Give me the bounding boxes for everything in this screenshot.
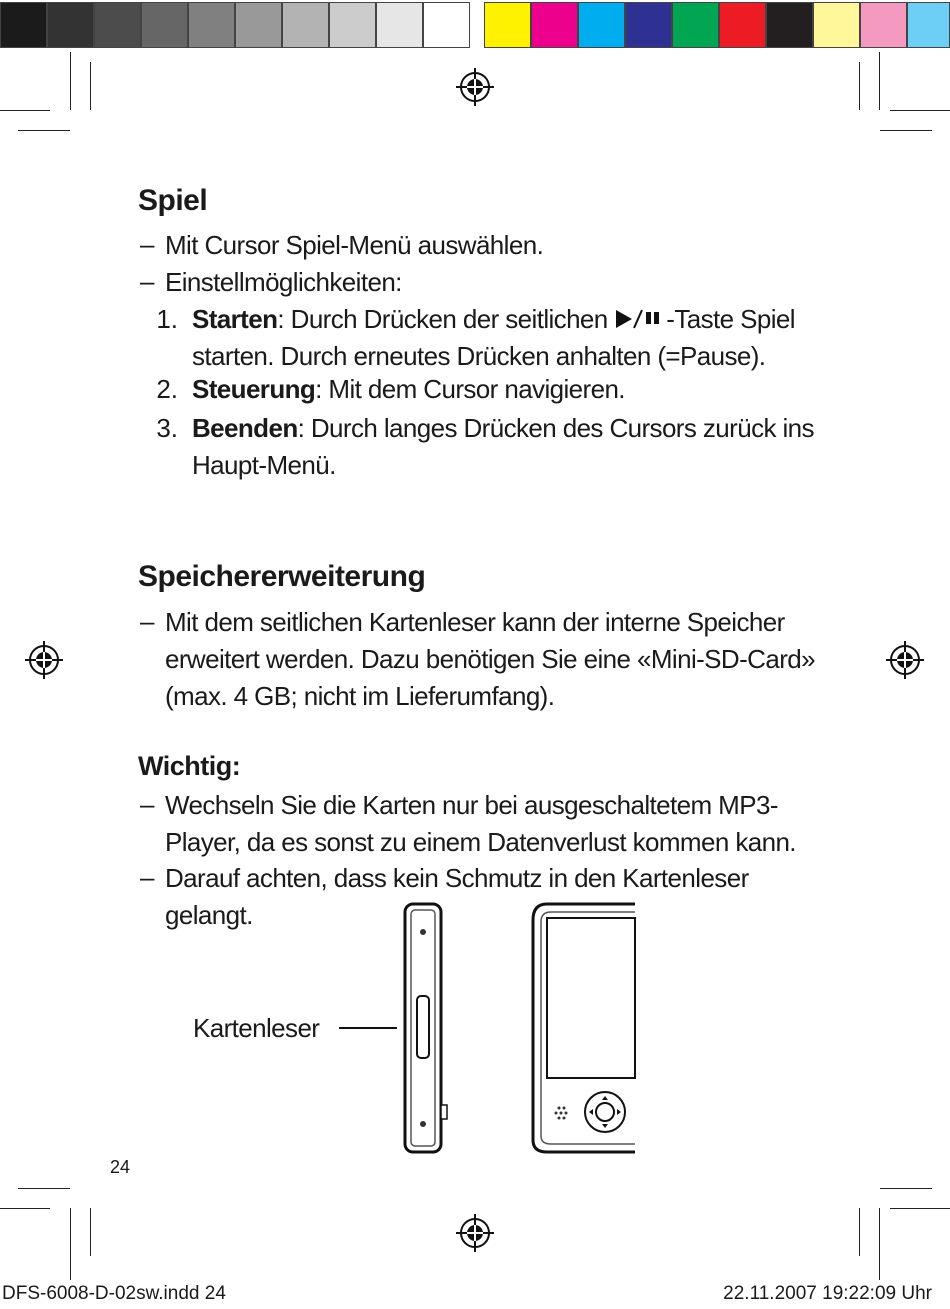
device-front-view [533,904,635,1152]
bullet-dash: – [140,862,155,892]
crop-mark [90,1208,91,1256]
list-item-beenden [192,410,814,446]
important-title: Wichtig: [138,751,241,781]
registration-mark-right [886,641,924,679]
list-item-starten [192,301,795,337]
color-swatch [766,2,813,48]
color-swatch [719,2,766,48]
figure-label-kartenleser: Kartenleser [193,1013,320,1043]
crop-mark [890,1208,950,1209]
list-item-text: : Durch Drücken der seitlichen [277,304,608,334]
crop-mark [0,1208,50,1209]
color-swatch [531,2,578,48]
crop-mark [890,110,950,111]
device-illustration [335,900,640,1180]
list-item-continuation: starten. Durch erneutes Drücken anhalten (=Pause). [192,341,766,371]
registration-mark-bottom [456,1214,494,1252]
bullet-text: gelangt. [165,900,253,930]
list-item-text: : Mit dem Cursor navigieren. [315,374,625,404]
section-title-spiel: Spiel [138,184,208,217]
list-item-steuerung [192,371,625,407]
color-swatch [813,2,860,48]
gray-swatch [141,2,188,48]
color-swatch [484,2,531,48]
list-number: 3. [156,413,178,443]
gray-swatch [376,2,423,48]
section-title-speichererweiterung: Speichererweiterung [138,560,426,593]
gray-swatch [282,2,329,48]
crop-mark [859,1208,860,1256]
color-calibration-bar [0,0,950,50]
slug-filename: DFS-6008-D-02sw.indd 24 [2,1283,226,1304]
bullet-text: Darauf achten, dass kein Schmutz in den Kartenleser [165,863,749,893]
crop-mark [0,110,50,111]
registration-mark-left [25,641,63,679]
crop-mark [18,130,70,131]
list-number: 2. [156,374,178,404]
list-item-text: -Taste Spiel [666,304,795,334]
bullet-text: Player, da es sonst zu einem Datenverlust kommen kann. [165,827,796,857]
list-number: 1. [156,304,178,334]
crop-mark [70,1208,71,1280]
bullet-text: Mit dem seitlichen Kartenleser kann der interne Speicher [165,607,785,637]
gray-swatch [188,2,235,48]
crop-mark [879,52,880,110]
list-item-term: Beenden [192,413,298,443]
bullet-text: Wechseln Sie die Karten nur bei ausgeschaltetem MP3- [165,790,778,820]
bullet-dash: – [140,606,155,636]
crop-mark [879,1208,880,1280]
color-swatch [860,2,907,48]
device-side-view [405,904,447,1152]
color-swatch [578,2,625,48]
gray-swatch [0,2,47,48]
crop-mark [880,130,932,131]
gray-swatch [235,2,282,48]
color-swatch [672,2,719,48]
crop-mark [859,62,860,110]
color-swatch [625,2,672,48]
gray-swatch [47,2,94,48]
slug-timestamp: 22.11.2007 19:22:09 Uhr [723,1283,932,1304]
list-item-term: Steuerung [192,374,316,404]
crop-mark [90,62,91,110]
bullet-dash: – [140,229,155,259]
device-screen [547,918,635,1078]
list-item-text: : Durch langes Drücken des Cursors zurück ins [297,413,814,443]
bullet-text: Einstellmöglichkeiten: [165,267,402,297]
color-swatch [907,2,950,48]
bullet-dash: – [140,789,155,819]
gray-swatch [94,2,141,48]
gray-swatch [329,2,376,48]
bullet-text: erweitert werden. Dazu benötigen Sie eine «Mini-SD-Card» [165,644,815,674]
bullet-text: (max. 4 GB; nicht im Lieferumfang). [165,681,555,711]
play-pause-icon [614,308,666,330]
crop-mark [880,1188,932,1189]
list-item-continuation: Haupt-Menü. [192,450,336,480]
bullet-text: Mit Cursor Spiel-Menü auswählen. [165,230,544,260]
list-item-term: Starten [192,304,278,334]
page-number: 24 [110,1157,131,1177]
card-slot [417,996,429,1058]
gray-swatch [423,2,470,48]
bullet-dash: – [140,266,155,296]
registration-mark-top [456,68,494,106]
crop-mark [70,52,71,110]
crop-mark [18,1188,70,1189]
